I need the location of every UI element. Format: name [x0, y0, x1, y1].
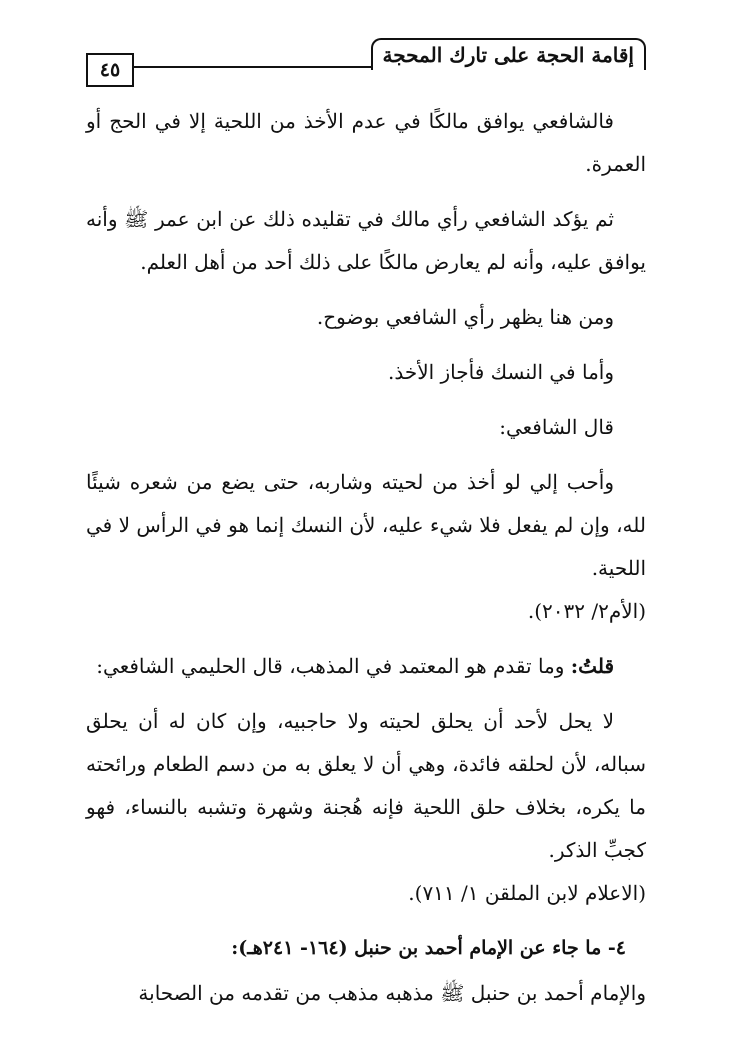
paragraph-3: ومن هنا يظهر رأي الشافعي بوضوح. [316, 305, 614, 329]
citation-al-umm: (الأم٢/ ٢٠٣٢). [527, 599, 646, 623]
page-header [86, 38, 646, 88]
running-title: إقامة الحجة على تارك المحجة [371, 38, 646, 70]
paragraph-8: لا يحل لأحد أن يحلق لحيته ولا حاجبيه، وإن كان له أن يحلق سباله، لأن لحلقه فائدة، وهي أن لا يعلق به من دسم الطعام ورائحته ما يكره، بخلاف حلق اللحية فإنه هُجنة وشهرة وتشبه بالنساء، فهو كجبِّ الذكر. [86, 709, 646, 862]
paragraph-6: وأحب إلي لو أخذ من لحيته وشاربه، حتى يضع من شعره شيئًا لله، وإن لم يفعل فلا شيء عليه، لأن النسك إنما هو في الرأس لا في اللحية. [86, 470, 646, 580]
body-text [86, 100, 646, 1015]
paragraph-1: فالشافعي يوافق مالكًا في عدم الأخذ من اللحية إلا في الحج أو العمرة. [86, 109, 646, 176]
paragraph-7-text: وما تقدم هو المعتمد في المذهب، قال الحليمي الشافعي: [96, 654, 571, 678]
page-number: ٤٥ [86, 53, 134, 87]
paragraph-5: قال الشافعي: [499, 415, 614, 439]
paragraph-7 [86, 645, 646, 688]
paragraph-9: والإمام أحمد بن حنبل ﷺ مذهبه مذهب من تقدمه من الصحابة [138, 981, 646, 1005]
paragraph-4: وأما في النسك فأجاز الأخذ. [387, 360, 614, 384]
paragraph-2: ثم يؤكد الشافعي رأي مالك في تقليده ذلك عن ابن عمر ﷺ وأنه يوافق عليه، وأنه لم يعارض مالكًا على ذلك أحد من أهل العلم. [86, 207, 646, 274]
section-heading-ahmad: ٤- ما جاء عن الإمام أحمد بن حنبل (١٦٤- ٢٤١هـ): [231, 937, 626, 959]
citation-ibn-al-mulaqqin: (الاعلام لابن الملقن ١/ ٧١١). [408, 881, 646, 905]
qult-label: قلتُ: [570, 654, 614, 678]
